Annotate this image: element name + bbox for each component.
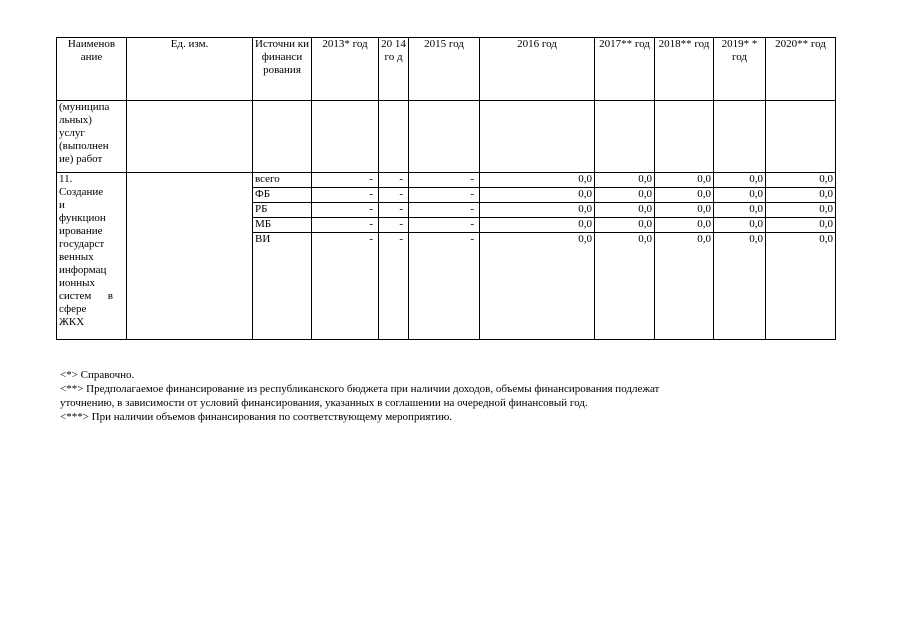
- cell-2016: 0,0: [480, 233, 595, 340]
- cell-2018: 0,0: [655, 188, 714, 203]
- header-name: Наименов ание: [57, 38, 127, 101]
- cell-2019: 0,0: [714, 233, 766, 340]
- cell-2015: -: [409, 188, 480, 203]
- cell-2018: 0,0: [655, 233, 714, 340]
- cell-2020: 0,0: [766, 188, 836, 203]
- footnote: <**> Предполагаемое финансирование из республиканского бюджета при наличии доходов, объемы финансирования подлежат: [60, 383, 660, 395]
- cell-2013: -: [312, 173, 379, 188]
- row-source: РБ: [253, 203, 312, 218]
- cell-2015: -: [409, 218, 480, 233]
- cell-2020: 0,0: [766, 203, 836, 218]
- cell-2014: -: [379, 233, 409, 340]
- item11-name: 11. Создание и функцион ирование государст венных информац ионных систем в сфере ЖКХ: [57, 173, 127, 340]
- cell-2016: 0,0: [480, 188, 595, 203]
- header-source: Источни ки финанси рования: [253, 38, 312, 101]
- cell-2013: -: [312, 218, 379, 233]
- footnote: уточнению, в зависимости от условий финансирования, указанных в соглашении на очередной финансовый год.: [60, 397, 588, 409]
- row-source: всего: [253, 173, 312, 188]
- cell-2013: -: [312, 188, 379, 203]
- header-row: [57, 38, 836, 101]
- cell-2017: 0,0: [595, 203, 655, 218]
- cell-2020: 0,0: [766, 218, 836, 233]
- cell-2019: 0,0: [714, 173, 766, 188]
- cell-2014: -: [379, 173, 409, 188]
- footnotes: [60, 368, 820, 424]
- header-2013: 2013* год: [312, 38, 379, 101]
- cell-2020: 0,0: [766, 233, 836, 340]
- header-2018: 2018** год: [655, 38, 714, 101]
- footnote: <*> Справочно.: [60, 369, 135, 381]
- header-2020: 2020** год: [766, 38, 836, 101]
- cell-2016: 0,0: [480, 173, 595, 188]
- table-row: [57, 173, 836, 188]
- cell-2015: -: [409, 203, 480, 218]
- header-2017: 2017** год: [595, 38, 655, 101]
- row-source: ФБ: [253, 188, 312, 203]
- cell-2018: 0,0: [655, 203, 714, 218]
- cell-2013: -: [312, 233, 379, 340]
- cell-2017: 0,0: [595, 188, 655, 203]
- row-source: ВИ: [253, 233, 312, 340]
- header-2019: 2019* * год: [714, 38, 766, 101]
- cell-2017: 0,0: [595, 173, 655, 188]
- cell-2015: -: [409, 233, 480, 340]
- cell-2018: 0,0: [655, 218, 714, 233]
- cell-2016: 0,0: [480, 218, 595, 233]
- cell-2017: 0,0: [595, 218, 655, 233]
- footnote: <***> При наличии объемов финансирования по соответствующему мероприятию.: [60, 411, 453, 423]
- cell-2018: 0,0: [655, 173, 714, 188]
- cell-2017: 0,0: [595, 233, 655, 340]
- cell-2019: 0,0: [714, 203, 766, 218]
- cell-2015: -: [409, 173, 480, 188]
- continuation-row: [57, 101, 836, 173]
- header-2015: 2015 год: [409, 38, 480, 101]
- cell-2013: -: [312, 203, 379, 218]
- cell-2014: -: [379, 218, 409, 233]
- cell-2016: 0,0: [480, 203, 595, 218]
- item11-unit: [127, 173, 253, 340]
- header-2016: 2016 год: [480, 38, 595, 101]
- row-source: МБ: [253, 218, 312, 233]
- cell-2019: 0,0: [714, 188, 766, 203]
- header-unit: Ед. изм.: [127, 38, 253, 101]
- header-2014: 20 14 го д: [379, 38, 409, 101]
- cell-2020: 0,0: [766, 173, 836, 188]
- continuation-name: (муниципа льных) услуг (выполнен ие) работ: [57, 101, 127, 173]
- cell-2019: 0,0: [714, 218, 766, 233]
- financing-table: [56, 37, 836, 340]
- cell-2014: -: [379, 188, 409, 203]
- cell-2014: -: [379, 203, 409, 218]
